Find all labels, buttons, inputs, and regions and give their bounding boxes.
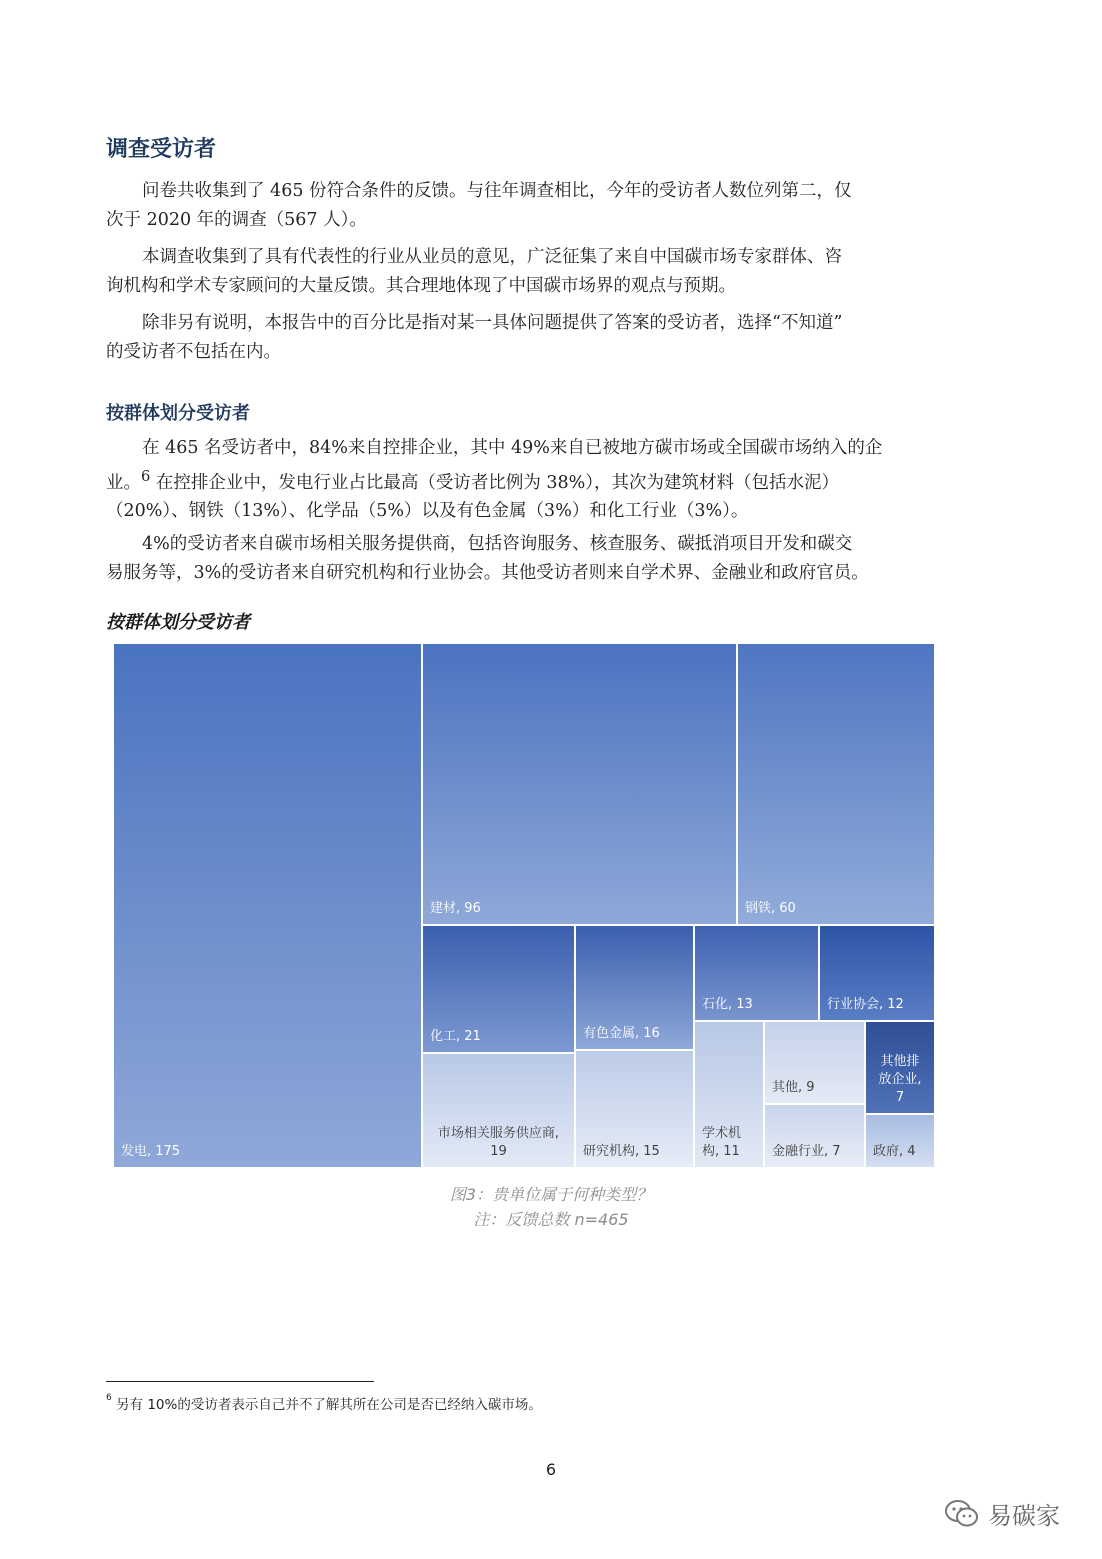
- treemap-cell: [865, 1114, 935, 1168]
- footnote-ref[interactable]: 6: [141, 467, 151, 485]
- watermark: [944, 1496, 1060, 1531]
- treemap-cell-label: 其他, 9: [772, 1080, 815, 1095]
- figure-caption: 图3：贵单位属于何种类型？: [449, 1185, 653, 1204]
- treemap-cell-label: 市场相关服务供应商, 19: [437, 1126, 560, 1159]
- paragraph-percentages-note: [106, 309, 946, 366]
- footnote-text: 另有 10%的受访者表示自己并不了解其所在公司是否已经纳入碳市场。: [111, 1397, 542, 1413]
- treemap-cell-label: 化工, 21: [430, 1029, 481, 1044]
- treemap-cell: [422, 643, 737, 925]
- treemap-cell: [575, 925, 694, 1050]
- treemap-cell: [694, 925, 819, 1021]
- treemap-chart: [113, 643, 935, 1168]
- treemap-cell: [113, 643, 422, 1168]
- treemap-cell: [819, 925, 935, 1021]
- watermark-text: 易碳家: [988, 1502, 1060, 1530]
- footnote: [106, 1393, 542, 1413]
- text: 在控排企业中，发电行业占比最高（受访者比例为 38%），其次为建筑材料（包括水泥）: [150, 472, 840, 493]
- treemap-cell: [422, 925, 575, 1053]
- line: 除非另有说明，本报告中的百分比是指对某一具体问题提供了答案的受访者，选择“不知道”: [142, 313, 843, 333]
- treemap-cell-label: 建材, 96: [430, 901, 481, 916]
- line: 次于 2020 年的调查（567 人）。: [106, 209, 367, 230]
- subsection-heading: 按群体划分受访者: [106, 403, 250, 424]
- treemap-cell-label: 石化, 13: [702, 997, 753, 1012]
- figure-note: 注：反馈总数 n=465: [473, 1210, 629, 1229]
- treemap-cell-label: 研究机构, 15: [583, 1144, 660, 1159]
- footnote-divider: [106, 1381, 374, 1382]
- treemap-cell-label: 金融行业, 7: [772, 1144, 841, 1159]
- treemap-cell: [764, 1021, 865, 1104]
- treemap-cell: [764, 1104, 865, 1168]
- line: 询机构和学术专家顾问的大量反馈。其合理地体现了中国碳市场界的观点与预期。: [106, 275, 736, 296]
- line: 4%的受访者来自碳市场相关服务提供商，包括咨询服务、核查服务、碳抵消项目开发和碳交: [142, 534, 853, 554]
- line: 本调查收集到了具有代表性的行业从业员的意见，广泛征集了来自中国碳市场专家群体、咨: [142, 247, 842, 267]
- line: 的受访者不包括在内。: [106, 341, 281, 362]
- paragraph-survey-count: [106, 177, 946, 234]
- line: 问卷共收集到了 465 份符合条件的反馈。与往年调查相比，今年的受访者人数位列第二，仅: [142, 181, 852, 201]
- paragraph-group-breakdown: [106, 434, 946, 525]
- treemap-cell: [865, 1021, 935, 1114]
- text: 业。: [106, 472, 141, 493]
- treemap-cell: [575, 1050, 694, 1168]
- line: [106, 463, 946, 497]
- treemap-cell-label: 学术机 构, 11: [702, 1126, 742, 1159]
- treemap-cell-label: 有色金属, 16: [583, 1026, 660, 1041]
- treemap-cell: [737, 643, 935, 925]
- figure-title: 按群体划分受访者: [106, 612, 250, 633]
- wechat-icon: [944, 1499, 980, 1529]
- treemap-cell-label: 行业协会, 12: [827, 997, 904, 1012]
- treemap-cell-label: 政府, 4: [873, 1144, 916, 1159]
- line: （20%）、钢铁（13%）、化学品（5%）以及有色金属（3%）和化工行业（3%）。: [106, 500, 749, 521]
- paragraph-service-providers: [106, 530, 946, 587]
- line: 在 465 名受访者中，84%来自控排企业，其中 49%来自已被地方碳市场或全国碳市场纳入的企: [142, 438, 883, 458]
- treemap-cell-label: 钢铁, 60: [745, 901, 796, 916]
- treemap-cell: [694, 1021, 764, 1168]
- footnote-marker: 6: [106, 1393, 112, 1403]
- treemap-cell-label: 其他排 放企业, 7: [878, 1054, 922, 1105]
- treemap-cell: [422, 1053, 575, 1168]
- line: 易服务等，3%的受访者来自研究机构和行业协会。其他受访者则来自学术界、金融业和政府官员。: [106, 562, 869, 583]
- paragraph-representative: [106, 243, 946, 300]
- treemap-cell-label: 发电, 175: [121, 1144, 181, 1159]
- section-heading: 调查受访者: [106, 137, 217, 162]
- page-number: 6: [545, 1460, 557, 1479]
